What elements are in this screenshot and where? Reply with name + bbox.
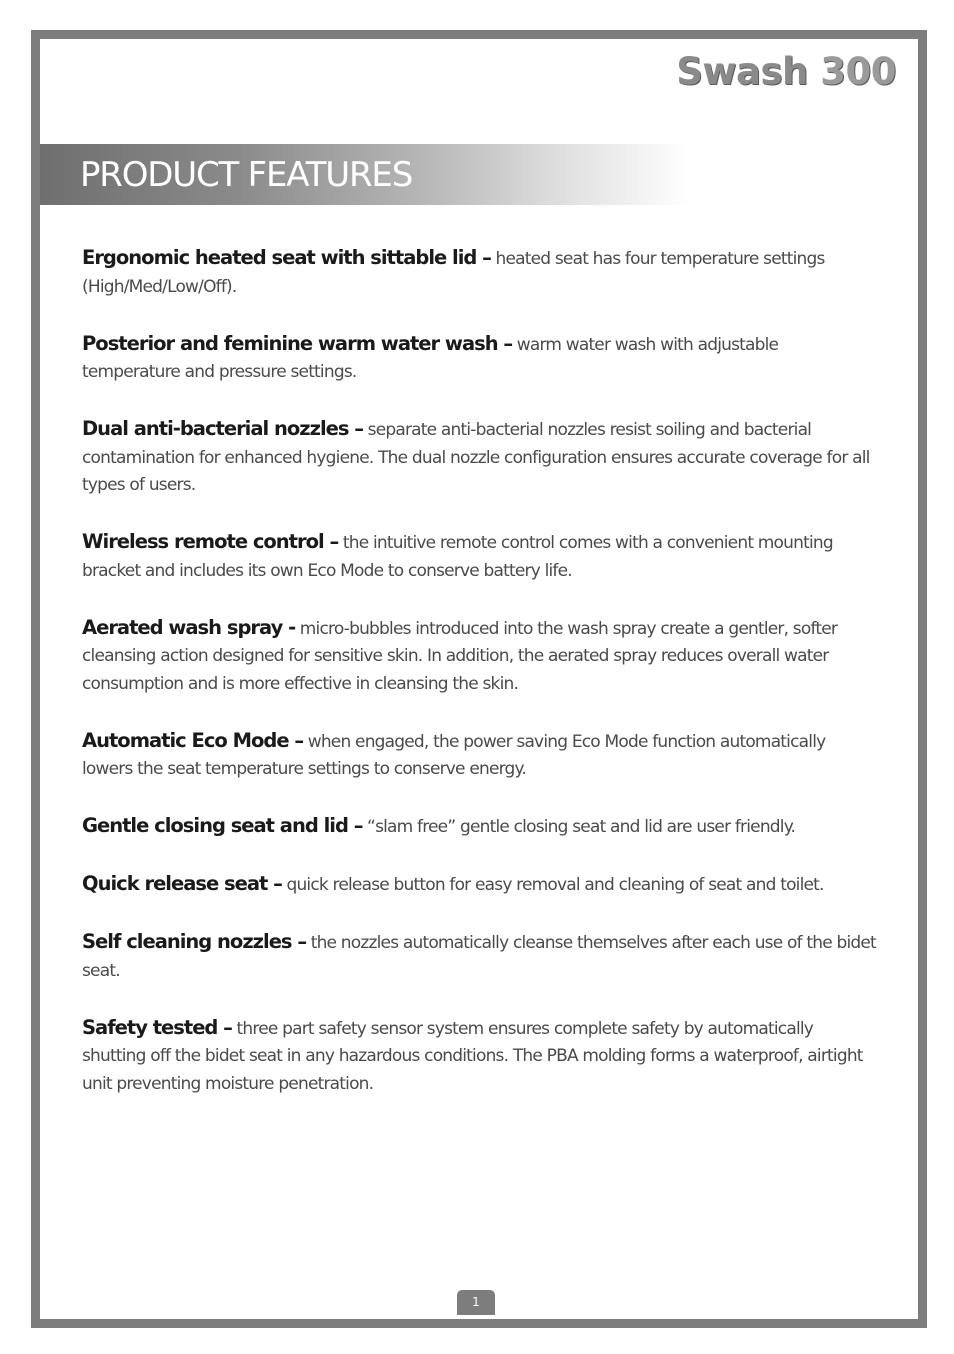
feature-description: heated seat has four temperature settings (High/Med/Low/Off).	[82, 249, 825, 297]
feature-item	[82, 928, 878, 985]
feature-title: Wireless remote control –	[82, 530, 339, 553]
feature-description: “slam free” gentle closing seat and lid are user friendly.	[362, 817, 796, 837]
feature-item	[82, 870, 878, 900]
feature-description: warm water wash with adjustable temperature and pressure settings.	[82, 334, 779, 382]
feature-description: the intuitive remote control comes with a convenient mounting bracket and includes its own Eco Mode to conserve battery life.	[82, 533, 833, 581]
brand-name: Swash	[676, 50, 808, 93]
feature-title: Self cleaning nozzles –	[82, 930, 307, 953]
page-frame	[31, 30, 927, 1328]
feature-description: three part safety sensor system ensures complete safety by automatically shutting off the bidet seat in any hazardous conditions. The PBA molding forms a waterproof, airtight unit preventing moisture penetration.	[82, 1018, 863, 1094]
feature-title: Quick release seat –	[82, 872, 282, 895]
section-title: PRODUCT FEATURES	[80, 155, 413, 195]
feature-item	[82, 244, 878, 301]
feature-item	[82, 614, 878, 699]
feature-description: micro-bubbles introduced into the wash spray create a gentler, softer cleansing action designed for sensitive skin. In addition, the aerated spray reduces overall water consumption and is more effective in cleansing the skin.	[82, 618, 838, 694]
feature-item	[82, 1014, 878, 1099]
feature-list	[82, 244, 878, 1127]
feature-title: Aerated wash spray -	[82, 615, 296, 639]
product-brand-title	[676, 50, 896, 93]
page-number: 1	[472, 1295, 480, 1309]
feature-description: separate anti-bacterial nozzles resist soiling and bacterial contamination for enhanced hygiene. The dual nozzle configuration ensures accurate coverage for all types of users.	[82, 420, 870, 495]
feature-title: Ergonomic heated seat with sittable lid –	[82, 246, 491, 269]
feature-item	[82, 727, 878, 784]
feature-item	[82, 812, 878, 842]
feature-title: Gentle closing seat and lid –	[82, 814, 363, 837]
feature-item	[82, 528, 878, 585]
section-banner	[40, 144, 690, 205]
feature-title: Safety tested –	[82, 1015, 232, 1039]
feature-item	[82, 330, 878, 387]
feature-description: when engaged, the power saving Eco Mode function automatically lowers the seat temperature settings to conserve energy.	[82, 731, 826, 779]
feature-description: the nozzles automatically cleanse themselves after each use of the bidet seat.	[82, 933, 876, 981]
page-number-tab	[457, 1290, 495, 1315]
feature-item	[82, 415, 878, 500]
feature-description: quick release button for easy removal and cleaning of seat and toilet.	[281, 875, 824, 895]
feature-title: Automatic Eco Mode –	[82, 728, 304, 752]
brand-model: 300	[820, 50, 896, 93]
feature-title: Dual anti-bacterial nozzles –	[82, 417, 364, 440]
feature-title: Posterior and feminine warm water wash –	[82, 331, 513, 355]
